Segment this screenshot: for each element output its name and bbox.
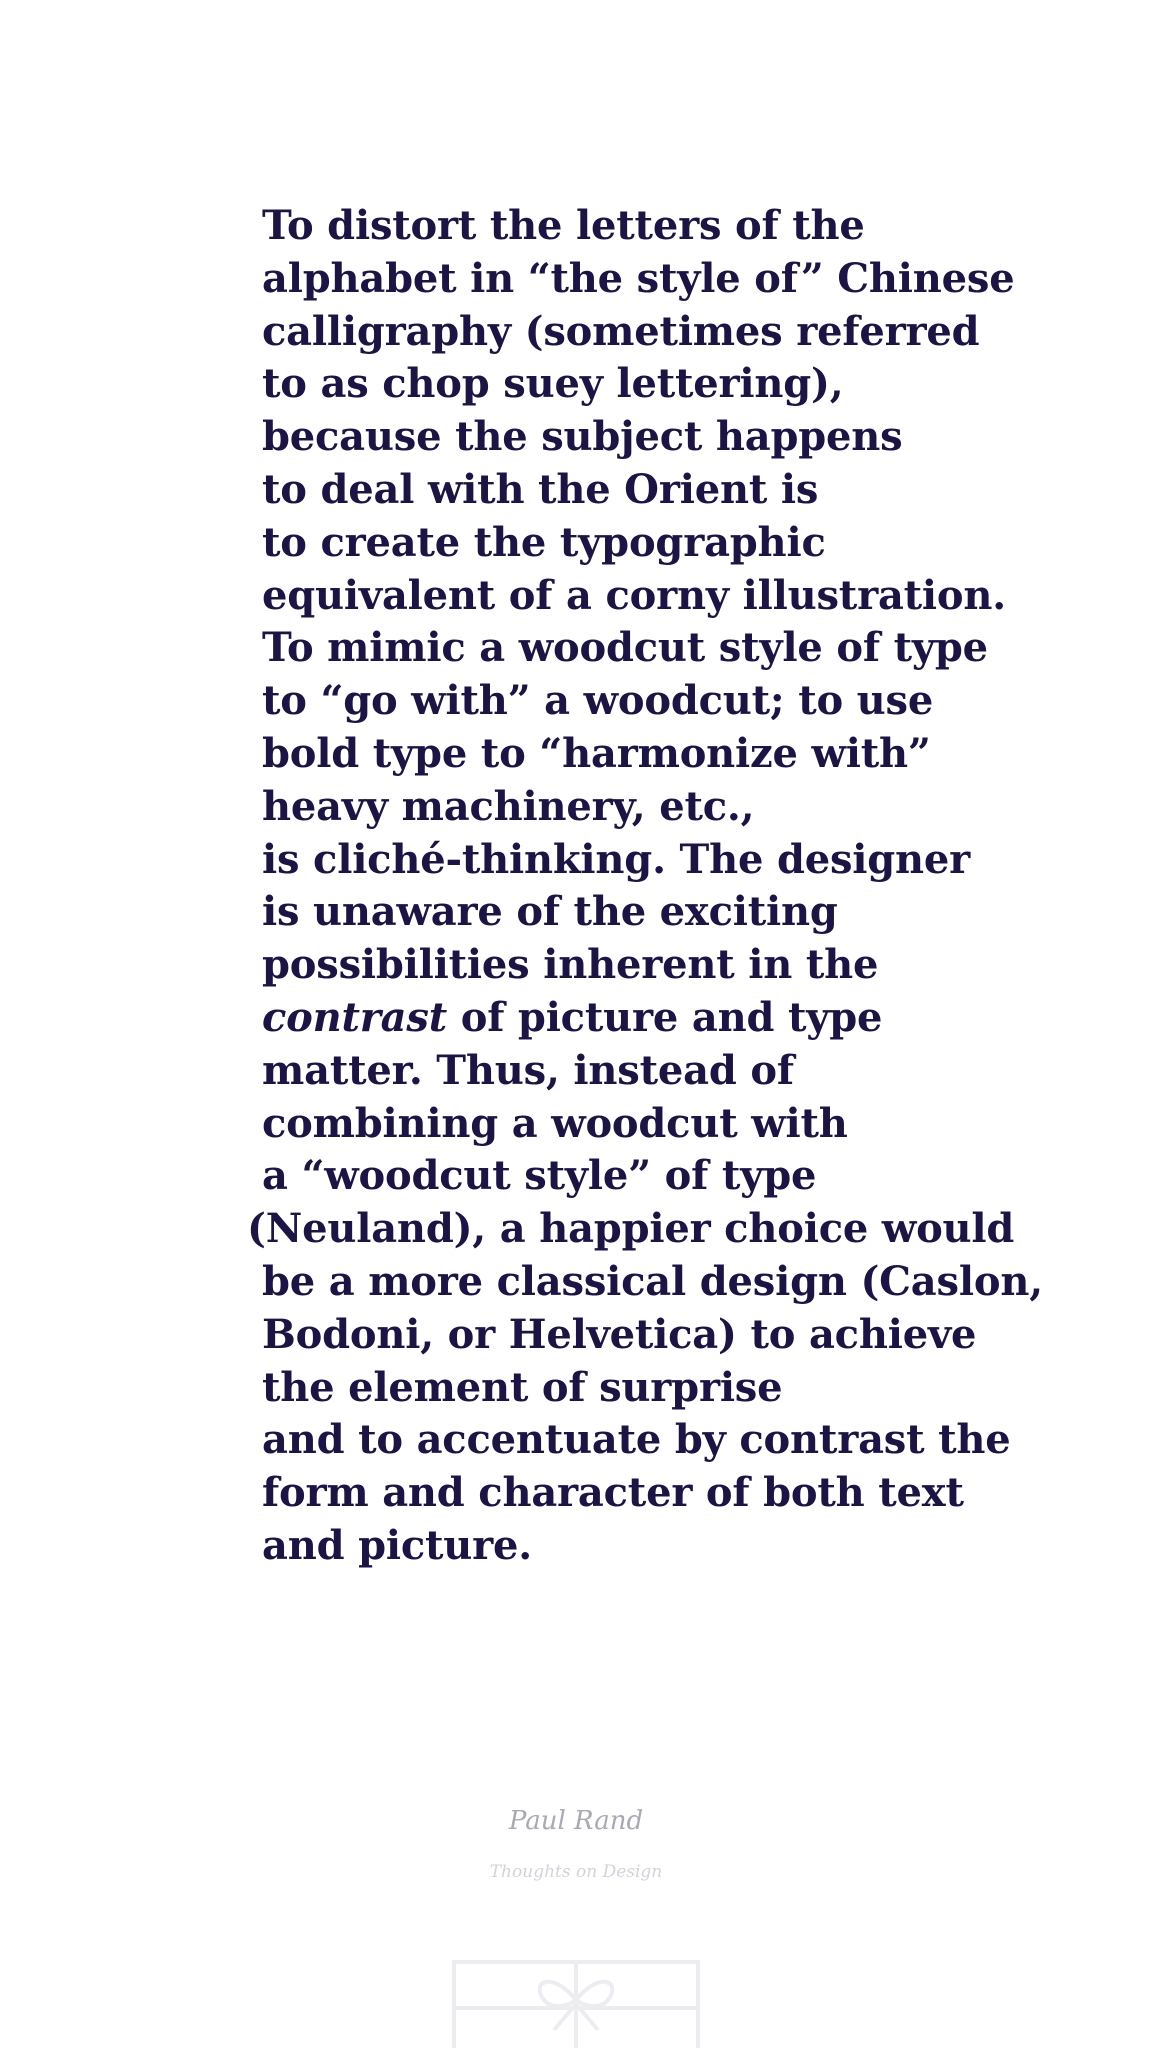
quote-line: combining a woodcut with bbox=[262, 1099, 848, 1147]
quote-line: Bodoni, or Helvetica) to achieve bbox=[262, 1310, 977, 1358]
source-title: Thoughts on Design bbox=[489, 1862, 663, 1882]
quote-line: (Neuland), a happier choice would bbox=[247, 1205, 1015, 1253]
quote-line: equivalent of a corny illustration. bbox=[262, 571, 1007, 619]
quote-line: is unaware of the exciting bbox=[262, 888, 838, 936]
quote-line: because the subject happens bbox=[262, 413, 903, 461]
author-name: Paul Rand bbox=[508, 1806, 644, 1836]
quote-line: to create the typographic bbox=[262, 518, 826, 566]
quote-line: the element of surprise bbox=[262, 1363, 783, 1411]
quote-line: to as chop suey lettering), bbox=[262, 360, 844, 408]
quote-line: to “go with” a woodcut; to use bbox=[262, 677, 934, 725]
gift-icon[interactable] bbox=[452, 1960, 700, 2048]
quote-line-rest: of picture and type bbox=[446, 993, 883, 1041]
quote-line bbox=[262, 992, 1062, 1045]
emphasis-word: contrast bbox=[262, 993, 447, 1041]
quote-line: and to accentuate by contrast the bbox=[262, 1416, 1011, 1464]
quote-line: to deal with the Orient is bbox=[262, 465, 819, 513]
quote-line: possibilities inherent in the bbox=[262, 941, 879, 989]
quote-line: To mimic a woodcut style of type bbox=[262, 624, 988, 672]
quote-line: heavy machinery, etc., bbox=[262, 782, 755, 830]
quote-line: matter. Thus, instead of bbox=[262, 1046, 794, 1094]
quote-line: calligraphy (sometimes referred bbox=[262, 307, 980, 355]
quote-line: bold type to “harmonize with” bbox=[262, 729, 931, 777]
quote-line: and picture. bbox=[262, 1521, 533, 1569]
quote-text bbox=[247, 200, 1062, 1573]
quote-line: be a more classical design (Caslon, bbox=[262, 1257, 1043, 1305]
quote-line: To distort the letters of the bbox=[262, 202, 865, 249]
quote-line: a “woodcut style” of type bbox=[262, 1152, 817, 1200]
quote-line: form and character of both text bbox=[262, 1469, 964, 1517]
quote-line: is cliché-thinking. The designer bbox=[262, 835, 971, 883]
quote-line: alphabet in “the style of” Chinese bbox=[262, 254, 1015, 302]
